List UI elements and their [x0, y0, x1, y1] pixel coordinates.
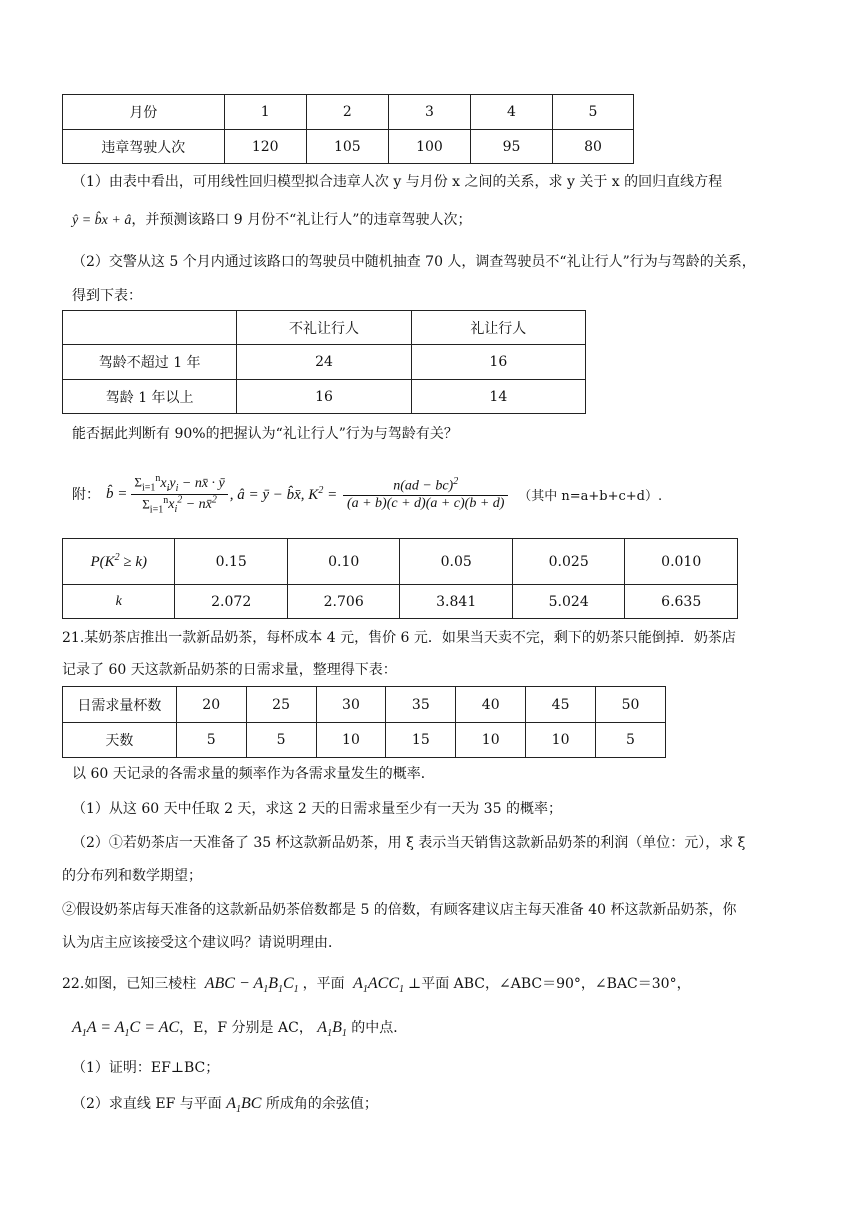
- table-cell: 95: [471, 130, 553, 164]
- table-cell: 驾龄 1 年以上: [63, 380, 237, 414]
- table-cell: 2.706: [287, 585, 400, 619]
- appendix-formula: 附： b̂ = $\frac{\Sigma_{i=1}^nx_iy_i - nx̄ \cdot ȳ}{\Sigma_{i=1}^nx_i^2 - nx̄^2}$ , â = ȳ − b̂x̄, $K^2$ = $\frac{n(ad - bc)^2}{(a + b)(c + d)(a + c)(b + d)}$ （其中 n=a+b+c+d）.: [72, 473, 663, 515]
- table-cell: 16: [411, 345, 585, 380]
- q2-text: （2）交警从这 5 个月内通过该路口的驾驶员中随机抽查 70 人，调查驾驶员不“礼让行人”行为与驾龄的关系，: [72, 254, 756, 270]
- p21-line2: 记录了 60 天这款新品奶茶的日需求量，整理得下表：: [62, 662, 397, 678]
- p22-line2: [72, 1016, 407, 1046]
- prism-name: ABC − $A_1B_1C_1$: [204, 975, 299, 996]
- table-cell: 45: [526, 687, 596, 723]
- table-cell: 2.072: [175, 585, 288, 619]
- table-cell: 违章驾驶人次: [63, 130, 225, 164]
- p21-line3: 以 60 天记录的各需求量的频率作为各需求量发生的概率．: [72, 766, 435, 782]
- table-cell: 月份: [63, 95, 225, 130]
- demand-table: [62, 686, 666, 758]
- critical-value-table: [62, 538, 738, 619]
- table-cell: 0.010: [625, 539, 738, 585]
- table-cell: 105: [306, 130, 388, 164]
- table-cell: 4: [471, 95, 553, 130]
- p22-q2a: （2）求直线 EF 与平面: [72, 1096, 222, 1112]
- table-cell: 10: [316, 723, 386, 758]
- table-cell: 10: [526, 723, 596, 758]
- p22-mid1: ，平面: [302, 976, 345, 992]
- table-cell: 120: [224, 130, 306, 164]
- table-cell: 日需求量杯数: [63, 687, 177, 723]
- p22-q2b: 所成角的余弦值；: [265, 1096, 378, 1112]
- table-cell: 2: [306, 95, 388, 130]
- p22-mid2: ⊥平面 ABC，∠ABC＝90°，∠BAC＝30°，: [408, 976, 691, 992]
- q2-text-2: 得到下表：: [72, 288, 142, 304]
- p21-q2d: 认为店主应该接受这个建议吗？请说明理由．: [62, 935, 342, 951]
- edge-equality: $A_1A = A_1C$ = AC: [72, 1019, 180, 1040]
- p22-prefix: 22.如图，已知三棱柱: [62, 976, 197, 992]
- table-cell: 100: [388, 130, 470, 164]
- table-cell: 20: [176, 687, 246, 723]
- p21-q2b: 的分布列和数学期望；: [62, 868, 202, 884]
- table-cell: 50: [596, 687, 666, 723]
- table-cell: 驾龄不超过 1 年: [63, 345, 237, 380]
- plane-name: $A_1ACC_1$: [353, 975, 405, 996]
- table-cell: [63, 311, 237, 345]
- q2-question: 能否据此判断有 90%的把握认为“礼让行人”行为与驾龄有关？: [72, 426, 458, 442]
- table-cell: 不礼让行人: [237, 311, 411, 345]
- p22-line2-tail: ，E，F 分别是 AC，: [179, 1020, 313, 1036]
- table-cell: 25: [246, 687, 316, 723]
- table-cell: 1: [224, 95, 306, 130]
- table-cell: 5: [552, 95, 633, 130]
- table-cell: 0.10: [287, 539, 400, 585]
- table-cell: 24: [237, 345, 411, 380]
- table-cell: 6.635: [625, 585, 738, 619]
- table-cell: 礼让行人: [411, 311, 585, 345]
- regression-equation: ŷ = b̂x + â: [72, 213, 132, 228]
- table-cell: 5.024: [512, 585, 625, 619]
- table-cell: 35: [386, 687, 456, 723]
- table-cell: 10: [456, 723, 526, 758]
- table-cell: 16: [237, 380, 411, 414]
- p22-line2-end: 的中点．: [351, 1020, 408, 1036]
- table-cell: 5: [176, 723, 246, 758]
- table-cell: 5: [246, 723, 316, 758]
- plane-a1bc: $A_1BC$: [226, 1095, 262, 1116]
- table-cell: 5: [596, 723, 666, 758]
- k-label-cell: k: [63, 585, 175, 619]
- q1-text-2: [72, 210, 471, 231]
- p22-q2: [72, 1092, 378, 1122]
- appendix-note: （其中 n=a+b+c+d）.: [518, 488, 663, 504]
- p21-q1: （1）从这 60 天中任取 2 天，求这 2 天的日需求量至少有一天为 35 的概率；: [72, 801, 562, 817]
- table-cell: 14: [411, 380, 585, 414]
- q1-text-tail: ，并预测该路口 9 月份不“礼让行人”的违章驾驶人次；: [131, 212, 472, 228]
- p22-q1: （1）证明：EF⊥BC；: [72, 1060, 220, 1076]
- p-label-cell: $P(K^2 \ge k)$: [63, 539, 175, 585]
- table-cell: 天数: [63, 723, 177, 758]
- p21-q2a: （2）①若奶茶店一天准备了 35 杯这款新品奶茶，用 ξ 表示当天销售这款新品奶茶的利润（单位：元），求 ξ: [72, 835, 746, 851]
- driving-age-table: [62, 310, 586, 414]
- table-cell: 80: [552, 130, 633, 164]
- p22-line1: [62, 972, 691, 1002]
- table-cell: 15: [386, 723, 456, 758]
- p21-q2c: ②假设奶茶店每天准备的这款新品奶茶倍数都是 5 的倍数，有顾客建议店主每天准备 40 杯这款新品奶茶，你: [62, 902, 737, 918]
- table-cell: 3: [388, 95, 470, 130]
- appendix-label: 附：: [72, 487, 100, 503]
- table-cell: 0.15: [175, 539, 288, 585]
- table-cell: 40: [456, 687, 526, 723]
- q1-text: （1）由表中看出，可用线性回归模型拟合违章人次 y 与月份 x 之间的关系，求 y 关于 x 的回归直线方程: [72, 174, 723, 190]
- segment-name: $A_1B_1$: [317, 1019, 347, 1040]
- p21-line1: 21.某奶茶店推出一款新品奶茶，每杯成本 4 元，售价 6 元．如果当天卖不完，剩下的奶茶只能倒掉．奶茶店: [62, 630, 736, 646]
- table-cell: 3.841: [400, 585, 513, 619]
- violation-table: [62, 94, 634, 164]
- table-cell: 0.05: [400, 539, 513, 585]
- table-cell: 30: [316, 687, 386, 723]
- table-cell: 0.025: [512, 539, 625, 585]
